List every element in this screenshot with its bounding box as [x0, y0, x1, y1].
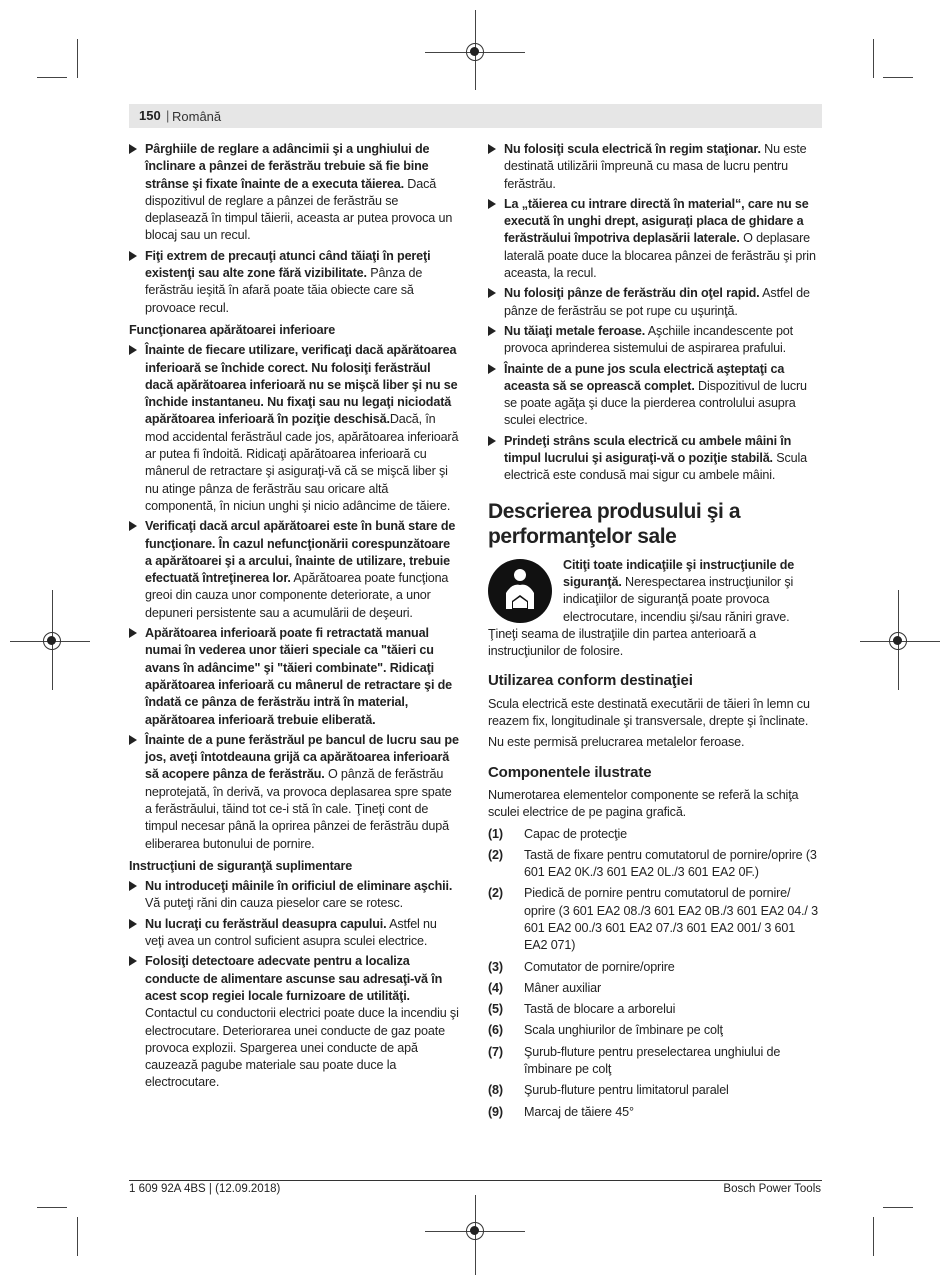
bullet-bold-text: Folosiţi detectoare adecvate pentru a localiza conducte de alimentare ascunse sau adresaţi-vă în acest scop regiei locale furnizoare de utilităţi.: [145, 954, 443, 1003]
bullet-bold-text: Prindeţi strâns scula electrică cu ambele mâini în timpul lucrului şi asiguraţi-vă o poziţie stabilă.: [504, 433, 792, 466]
crop-mark: [37, 1207, 67, 1208]
section-heading: Descrierea produsului şi a performanţelor sale: [488, 499, 741, 548]
bullet-bold-text: Apărătoarea inferioară poate fi retractată manual numai în vederea unor tăieri speciale ca "tăieri cu avans în adâncime" şi "tăieri combinate". Ridicaţi apărătoarea inferioară cu mânerul de retractare şi de îndată ce pânza de ferăstrău intră în material, apărătoarea inferioară trebuie eliberată.: [145, 626, 453, 727]
bullet-text: Aşchiile incandescente pot provoca aprinderea sistemului de aspirarea prafului.: [504, 323, 794, 356]
subsection-title-components: Componentele ilustrate: [488, 763, 652, 781]
component-list-item: [488, 959, 821, 976]
component-number: (6): [488, 1023, 503, 1038]
use-paragraph: Nu este permisă prelucrarea metalelor feroase.: [488, 735, 745, 750]
component-label: Capac de protecţie: [524, 826, 628, 841]
registration-mark-left: [43, 632, 61, 650]
warning-block: [488, 557, 821, 626]
bullet-bold-text: La „tăierea cu intrare directă în material“, care nu se execută în unghi drept, asiguraţi placa de ghidare a ferăstrăului împotriva deplasării laterale.: [504, 196, 809, 246]
component-list-item: [488, 847, 821, 882]
triangle-bullet-icon: [488, 288, 496, 298]
left-column: [129, 141, 459, 1095]
component-list-item: [488, 1044, 821, 1079]
bullet-text: Dacă, în mod accidental ferăstrăul cade jos, apărătoarea inferioară ar putea fi îndoită. Ridicaţi apărătoarea inferioară cu mânerul de retractare şi asiguraţi-vă că se mişcă liber şi nu atinge pânza de ferăstrău sau oricare altă componentă, în niciun unghi şi nicio adâncime de tăiere.: [145, 412, 459, 513]
triangle-bullet-icon: [129, 521, 137, 531]
bullet-text: Pânza de ferăstrău ieşită în afară poate tăia obiecte care să provoace recul.: [145, 266, 423, 315]
bullet-bold-text: Nu folosiţi scula electrică în regim staţionar.: [504, 142, 761, 156]
component-number: (2): [488, 886, 503, 901]
bullet-bold-text: Nu lucraţi cu ferăstrăul deasupra capului.: [145, 916, 387, 931]
component-label: Mâner auxiliar: [524, 980, 601, 995]
footer-brand: Bosch Power Tools: [723, 1183, 821, 1195]
crop-mark: [77, 39, 78, 78]
bullet-text: Scula electrică este condusă mai sigur cu ambele mâini.: [504, 451, 808, 483]
bullet-item: [129, 141, 459, 245]
bullet-item: [129, 732, 459, 853]
page-number: 150: [139, 108, 161, 123]
header-separator: |: [166, 108, 170, 123]
triangle-bullet-icon: [129, 251, 137, 261]
bullet-bold-text: Nu tăiaţi metale feroase.: [504, 323, 646, 338]
component-number: (2): [488, 847, 503, 862]
subsection-title-use: Utilizarea conform destinaţiei: [488, 672, 693, 690]
bullet-bold-text: Înainte de a pune jos scula electrică aşteptaţi ca aceasta să se oprească complet.: [504, 361, 785, 393]
component-label: Scala unghiurilor de îmbinare pe colţ: [524, 1023, 723, 1038]
component-label: Tastă de blocare a arborelui: [524, 1002, 676, 1017]
component-list-item: [488, 1022, 821, 1039]
component-label: Marcaj de tăiere 45°: [524, 1104, 634, 1119]
component-number: (7): [488, 1044, 503, 1059]
footer-rule: [129, 1180, 822, 1181]
bullet-text: Dacă dispozitivul de reglare a pânzei de ferăstrău se deplasează în timpul tăierii, aceasta ar putea provoca un blocaj sau un recul.: [145, 176, 453, 243]
component-number: (3): [488, 959, 503, 974]
component-list-item: [488, 885, 821, 954]
bullet-item: [488, 433, 821, 485]
triangle-bullet-icon: [129, 144, 137, 154]
component-number: (9): [488, 1104, 503, 1119]
triangle-bullet-icon: [488, 326, 496, 336]
triangle-bullet-icon: [129, 919, 137, 929]
bullet-item: [129, 248, 459, 317]
bullet-item: [129, 342, 459, 515]
bullet-item: [488, 141, 821, 193]
registration-mark-bottom: [466, 1222, 484, 1240]
component-list-item: [488, 826, 821, 843]
crop-mark: [883, 77, 913, 78]
subheading-lower-guard: Funcţionarea apărătoarei inferioare: [129, 322, 336, 337]
bullet-text: Nu este destinată utilizării împreună cu masa de lucru pentru ferăstrău.: [504, 142, 807, 191]
component-label: Piedică de pornire pentru comutatorul de pornire/ oprire (3 601 EA2 08./3 601 EA2 0B./3 601 EA2 04./ 3 601 EA2 00./3 601 EA2 07./3 601 EA2 001/ 3 601 EA2 071): [524, 886, 818, 953]
component-list-item: [488, 1082, 821, 1099]
bullet-item: [129, 625, 459, 729]
component-label: Şurub-fluture pentru limitatorul paralel: [524, 1083, 729, 1098]
component-label: Tastă de fixare pentru comutatorul de pornire/oprire (3 601 EA2 0K./3 601 EA2 0L./3 601 EA2 0F.): [524, 847, 817, 880]
component-number: (1): [488, 826, 503, 841]
triangle-bullet-icon: [488, 199, 496, 209]
component-list-item: [488, 1001, 821, 1018]
bullet-text: O deplasare laterală poate duce la blocarea pânzei de ferăstrău şi prin aceasta, la recul.: [504, 231, 816, 281]
component-label: Şurub-fluture pentru preselectarea unghiului de îmbinare pe colţ: [524, 1044, 781, 1077]
read-manual-icon: [488, 559, 552, 623]
header-language: Română: [172, 109, 222, 124]
bullet-bold-text: Nu introduceţi mâinile în orificiul de eliminare aşchii.: [145, 879, 453, 894]
bullet-item: [488, 285, 821, 320]
bullet-item: [129, 518, 459, 622]
footer-doc-id: 1 609 92A 4BS | (12.09.2018): [129, 1183, 281, 1195]
registration-mark-top: [466, 43, 484, 61]
component-number: (4): [488, 980, 503, 995]
subheading-additional-safety: Instrucţiuni de siguranţă suplimentare: [129, 858, 353, 873]
registration-mark-right: [889, 632, 907, 650]
triangle-bullet-icon: [488, 364, 496, 374]
component-label: Comutator de pornire/oprire: [524, 959, 675, 974]
crop-mark: [883, 1207, 913, 1208]
use-paragraph: Scula electrică este destinată executării de tăieri în lemn cu reazem fix, longitudinale şi transversale, drepte şi înclinate.: [488, 696, 810, 729]
components-intro: Numerotarea elementelor componente se referă la schiţa sculei electrice de pe pagina grafică.: [488, 787, 799, 820]
bullet-bold-text: Nu folosiţi pânze de ferăstrău din oţel rapid.: [504, 286, 760, 301]
triangle-bullet-icon: [488, 144, 496, 154]
warning-text: Nerespectarea instrucţiunilor şi indicaţiilor de siguranţă poate provoca electrocutare, incendiu şi/sau răniri grave.: [563, 574, 794, 624]
bullet-bold-text: Înainte de fiecare utilizare, verificaţi dacă apărătoarea inferioară se închide corect. Nu folosiţi ferăstrăul dacă apărătoarea inferioară nu se mişcă liber şi nu se închide instantaneu. Nu fixaţi sau nu legaţi niciodată apărătoarea inferioară în poziţie deschisă.: [145, 343, 458, 427]
triangle-bullet-icon: [129, 345, 137, 355]
warning-bold: Citiţi toate indicaţiile şi instrucţiunile de siguranţă.: [563, 557, 795, 589]
bullet-text: Astfel de pânze de ferăstrău se pot rupe cu uşurinţă.: [504, 286, 810, 318]
bullet-text: Apărătoarea poate funcţiona greoi din cauza unor componente deteriorate, a unor depuneri persistente sau a acumulării de deşeuri.: [145, 571, 449, 620]
bullet-item: [488, 361, 821, 430]
crop-mark: [873, 1217, 874, 1256]
component-list-item: [488, 980, 821, 997]
bullet-item: [129, 916, 459, 951]
crop-mark: [77, 1217, 78, 1256]
triangle-bullet-icon: [488, 436, 496, 446]
triangle-bullet-icon: [129, 881, 137, 891]
page-header-bar: [129, 104, 822, 128]
component-number: (8): [488, 1083, 503, 1098]
bullet-text: Vă puteţi răni din cauza pieselor care se rotesc.: [145, 896, 403, 911]
bullet-item: [129, 953, 459, 1091]
bullet-item: [488, 323, 821, 358]
bullet-item: [129, 878, 459, 913]
bullet-bold-text: Pârghiile de reglare a adâncimii şi a unghiului de înclinare a pânzei de ferăstrău trebuie să fie bine strânse şi fixate înainte de a executa tăierea.: [145, 142, 430, 191]
component-list-item: [488, 1104, 821, 1121]
right-column: [488, 141, 821, 1125]
triangle-bullet-icon: [129, 735, 137, 745]
triangle-bullet-icon: [129, 628, 137, 638]
crop-mark: [873, 39, 874, 78]
bullet-text: Astfel nu veţi avea un control suficient asupra sculei electrice.: [145, 916, 437, 949]
bullet-bold-text: Înainte de a pune ferăstrăul pe bancul de lucru sau pe jos, aveţi întotdeauna grijă ca apărătoarea inferioară să acopere pânza de ferăstrău.: [145, 732, 459, 782]
crop-mark: [37, 77, 67, 78]
bullet-item: [488, 196, 821, 282]
triangle-bullet-icon: [129, 956, 137, 966]
bullet-bold-text: Fiţi extrem de precauţi atunci când tăiaţi în pereţi existenţi sau alte zone fără vizibilitate.: [145, 248, 431, 281]
illustrations-note: Ţineţi seama de ilustraţiile din partea anterioară a instrucţiunilor de folosire.: [488, 626, 757, 659]
component-number: (5): [488, 1002, 503, 1017]
bullet-text: Contactul cu conductorii electrici poate duce la incendiu şi electrocutare. Deteriorarea unei conducte de gaz poate provoca explozii. Spargerea unei conducte de apă cauzează pagube materiale sau poate duce la electrocutare.: [145, 1006, 459, 1090]
bullet-text: Dispozitivul de lucru se poate agăţa şi duce la pierderea controlului asupra sculei electrice.: [504, 378, 807, 428]
bullet-text: O pânză de ferăstrău neprotejată, în derivă, va provoca deplasarea spre spate a ferăstrăului, tăind tot ce-i stă în cale. Ţineţi cont de timpul necesar până la oprirea pânzei de ferăstrău după eliberarea butonului de pornire.: [145, 767, 452, 851]
bullet-bold-text: Verificaţi dacă arcul apărătoarei este în bună stare de funcţionare. În cazul nefuncţionării corespunzătoare a apărătoarei şi a arcului, înainte de utilizare, trebuie efectuată întreţinerea lor.: [145, 519, 456, 586]
